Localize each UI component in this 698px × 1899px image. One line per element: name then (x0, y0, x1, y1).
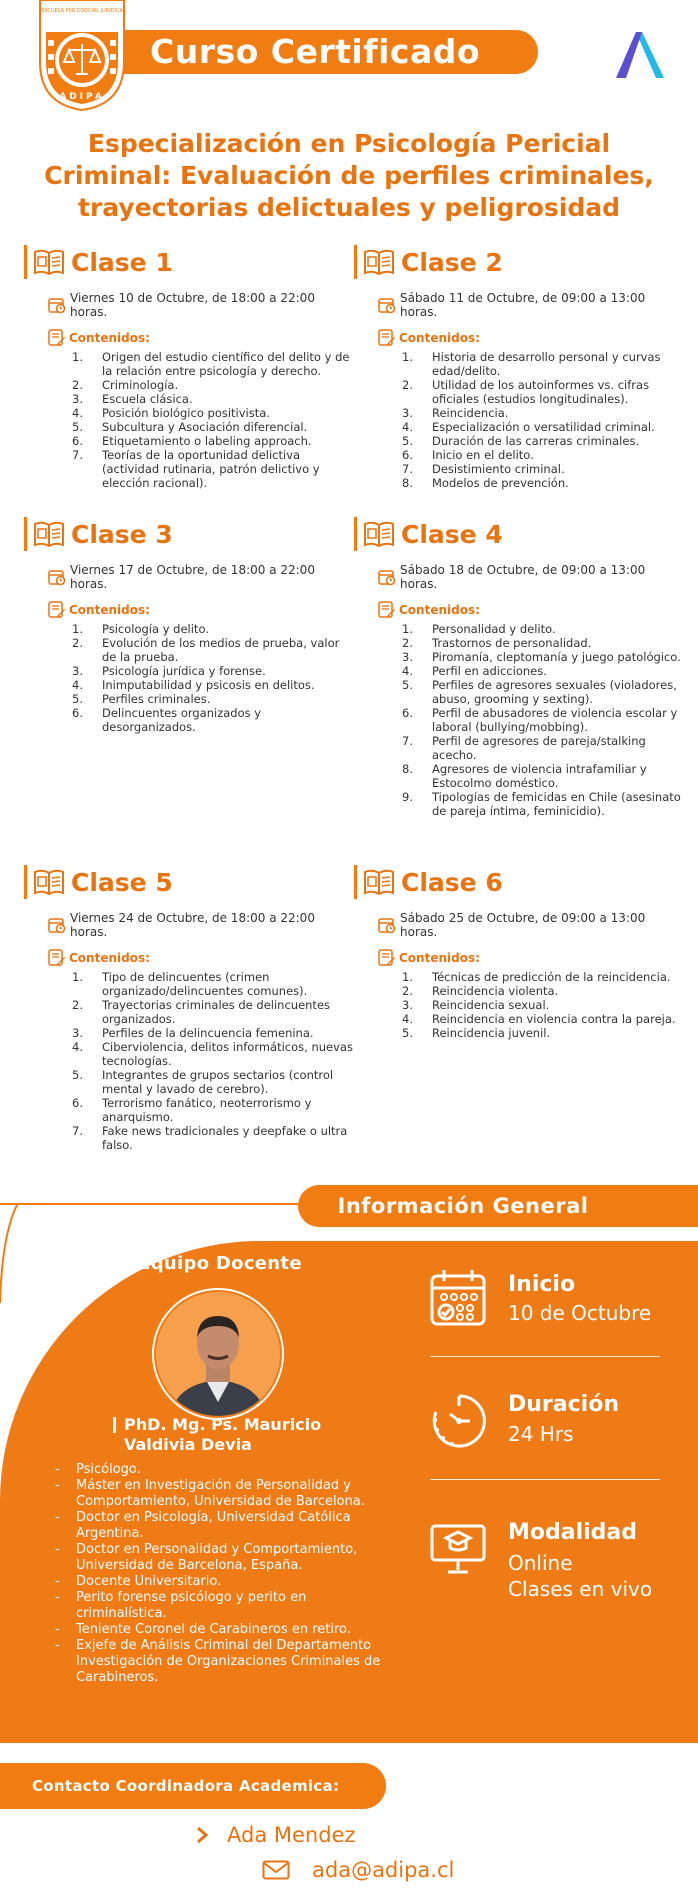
calendar-clock-icon (378, 568, 396, 586)
info-heading: Información General (337, 1194, 589, 1218)
clase-1-title: Clase 1 (71, 247, 173, 277)
list-item: 3. Piromanía, cleptomanía y juego patológico. (402, 650, 681, 664)
clase-2-contenidos (378, 329, 684, 347)
clase-6-header (354, 865, 684, 899)
list-item: 4. Ciberviolencia, delitos informáticos, nuevas tecnologías. (72, 1040, 353, 1068)
modalidad-value-2: Clases en vivo (508, 1577, 653, 1601)
list-item: 2. Utilidad de los autoinformes vs. cifras oficiales (estudios longitudinales). (402, 378, 650, 406)
contact-email-row[interactable] (262, 1858, 454, 1882)
avatar (156, 1292, 280, 1416)
list-item: 7. Fake news tradicionales y deepfake o ultra falso. (72, 1124, 348, 1152)
clase-5-date: Viernes 24 de Octubre, de 18:00 a 22:00 horas. (70, 911, 315, 939)
clase-4-header (354, 517, 684, 551)
clase-5-header (24, 865, 354, 899)
list-item: 5. Subcultura y Asociación diferencial. (72, 420, 308, 434)
list-item: - Perito forense psicólogo y perito en criminalística. (55, 1590, 400, 1622)
list-item: 6. Etiquetamiento o labeling approach. (72, 434, 312, 448)
book-icon (33, 248, 65, 276)
page-title: Especialización en Psicología Pericial Criminal: Evaluación de perfiles criminales, trayectorias delictuales y peligrosidad (44, 129, 654, 222)
inicio-label: Inicio (508, 1272, 576, 1297)
list-item: 2. Trastornos de personalidad. (402, 636, 592, 650)
list-item: 2. Criminología. (72, 378, 179, 392)
contact-name: Ada Mendez (227, 1823, 356, 1847)
mail-icon (262, 1860, 290, 1880)
list-item: 1. Técnicas de predicción de la reincidencia. (402, 970, 671, 984)
list-item: 8. Agresores de violencia intrafamiliar y Estocolmo doméstico. (402, 762, 647, 790)
clase-2-header (354, 245, 684, 279)
clase-1-date: Viernes 10 de Octubre, de 18:00 a 22:00 horas. (70, 291, 315, 319)
teacher-name (108, 1415, 348, 1455)
list-item: 4. Inimputabilidad y psicosis en delitos. (72, 678, 315, 692)
clase-3-topics (72, 622, 354, 734)
calendar-clock-icon (48, 296, 66, 314)
list-item: 1. Psicología y delito. (72, 622, 209, 636)
clase-5-topics (72, 970, 354, 1152)
logo-text-bottom: ADIPA (59, 92, 105, 102)
document-icon (48, 949, 66, 967)
brand-icon (612, 28, 668, 82)
list-item: 7. Desistimiento criminal. (402, 462, 565, 476)
list-item: 4. Posición biológico positivista. (72, 406, 270, 420)
list-item: 4. Especialización o versatilidad criminal. (402, 420, 655, 434)
list-item: - Docente Universitario. (55, 1574, 400, 1590)
clase-1-contenidos-label: Contenidos: (69, 331, 150, 345)
online-class-icon (428, 1516, 490, 1578)
list-item: 2. Reincidencia violenta. (402, 984, 559, 998)
list-item: 3. Perfiles de la delincuencia femenina. (72, 1026, 314, 1040)
clase-2-date-row (378, 291, 684, 319)
clase-2-date: Sábado 11 de Octubre, de 09:00 a 13:00 horas. (400, 291, 646, 319)
teacher-cv (55, 1462, 400, 1686)
clase-3-header (24, 517, 354, 551)
info-duracion (420, 1388, 670, 1458)
book-icon (363, 520, 395, 548)
clase-6-topics (402, 970, 684, 1040)
list-item: 4. Reincidencia en violencia contra la pareja. (402, 1012, 676, 1026)
clase-5 (24, 865, 354, 1152)
logo-text-top: ESCUELA PSICOSOCIAL JURÍDICA (41, 8, 123, 14)
list-item: 3. Psicología jurídica y forense. (72, 664, 266, 678)
clase-1-topics (72, 350, 354, 490)
clase-5-contenidos (48, 949, 354, 967)
book-icon (33, 520, 65, 548)
list-item: 3. Reincidencia. (402, 406, 509, 420)
adipa-logo (36, 0, 128, 112)
list-item: 4. Perfil en adicciones. (402, 664, 547, 678)
list-item: - Máster en Investigación de Personalidad y Comportamiento, Universidad de Barcelona. (55, 1478, 400, 1510)
list-item: 6. Terrorismo fanático, neoterrorismo y anarquismo. (72, 1096, 312, 1124)
list-item: 1. Historia de desarrollo personal y curvas edad/delito. (402, 350, 661, 378)
calendar-clock-icon (48, 916, 66, 934)
duracion-label: Duración (508, 1392, 619, 1417)
list-item: - Teniente Coronel de Carabineros en retiro. (55, 1622, 400, 1638)
list-item: - Doctor en Personalidad y Comportamiento, Universidad de Barcelona, España. (55, 1542, 400, 1574)
calendar-clock-icon (48, 568, 66, 586)
contact-email[interactable]: ada@adipa.cl (312, 1858, 455, 1882)
clase-2-contenidos-label: Contenidos: (399, 331, 480, 345)
list-item: 3. Reincidencia sexual. (402, 998, 550, 1012)
document-icon (378, 949, 396, 967)
calendar-clock-icon (378, 296, 396, 314)
clase-2 (354, 245, 684, 490)
list-item: 9. Tipologías de femicidas en Chile (asesinato de pareja íntima, feminicidio). (402, 790, 681, 818)
book-icon (363, 868, 395, 896)
list-item: 1. Tipo de delincuentes (crimen organizado/delincuentes comunes). (72, 970, 308, 998)
list-item: 5. Duración de las carreras criminales. (402, 434, 640, 448)
clase-1-contenidos (48, 329, 354, 347)
clase-5-contenidos-label: Contenidos: (69, 951, 150, 965)
clase-3-title: Clase 3 (71, 519, 173, 549)
inicio-value: 10 de Octubre (508, 1301, 652, 1325)
list-item: 1. Personalidad y delito. (402, 622, 556, 636)
modalidad-label: Modalidad (508, 1520, 638, 1545)
list-item: 7. Teorías de la oportunidad delictiva (actividad rutinaria, patrón delictivo y elección racional). (72, 448, 320, 490)
list-item: - Psicólogo. (55, 1462, 400, 1478)
list-item: 2. Evolución de los medios de prueba, valor de la prueba. (72, 636, 340, 664)
teacher-name-line-2: Valdivia Devia (124, 1435, 252, 1454)
clase-3-date: Viernes 17 de Octubre, de 18:00 a 22:00 horas. (70, 563, 315, 591)
list-item: 7. Perfil de agresores de pareja/stalking acecho. (402, 734, 646, 762)
contact-heading: Contacto Coordinadora Academica: (32, 1777, 340, 1795)
calendar-clock-icon (378, 916, 396, 934)
list-item: - Doctor en Psicología, Universidad Católica Argentina. (55, 1510, 400, 1542)
book-icon (363, 248, 395, 276)
modalidad-value-1: Online (508, 1551, 573, 1575)
document-icon (378, 601, 396, 619)
list-item: 1. Origen del estudio científico del delito y de la relación entre psicología y derecho. (72, 350, 350, 378)
clase-4-contenidos (378, 601, 684, 619)
info-modalidad (420, 1510, 670, 1605)
header (0, 0, 698, 110)
clase-6-contenidos (378, 949, 684, 967)
clase-4 (354, 517, 684, 818)
clase-5-title: Clase 5 (71, 867, 173, 897)
info-inicio (420, 1268, 670, 1338)
list-item: - Exjefe de Análisis Criminal del Departamento Investigación de Organizaciones Criminales de Carabineros. (55, 1638, 400, 1686)
clase-6-contenidos-label: Contenidos: (399, 951, 480, 965)
list-item: 6. Inicio en el delito. (402, 448, 534, 462)
document-icon (378, 329, 396, 347)
equipo-docente-title: Equipo Docente (138, 1253, 302, 1274)
calendar-check-icon (428, 1268, 490, 1330)
clase-5-date-row (48, 911, 354, 939)
list-item: 5. Reincidencia juvenil. (402, 1026, 551, 1040)
clase-3 (24, 517, 354, 734)
teacher-portrait-icon (156, 1292, 280, 1416)
list-item: 5. Integrantes de grupos sectarios (control mental y lavado de cerebro). (72, 1068, 334, 1096)
stopwatch-icon (428, 1390, 490, 1452)
list-item: 3. Escuela clásica. (72, 392, 193, 406)
list-item: 6. Delincuentes organizados y desorganizados. (72, 706, 262, 734)
duracion-value: 24 Hrs (508, 1422, 574, 1446)
document-icon (48, 601, 66, 619)
clase-3-date-row (48, 563, 354, 591)
clase-6-date-row (378, 911, 684, 939)
clase-1 (24, 245, 354, 490)
divider (430, 1356, 660, 1357)
clase-3-contenidos-label: Contenidos: (69, 603, 150, 617)
chevron-right-icon (195, 1826, 209, 1844)
clase-6 (354, 865, 684, 1040)
teacher-name-line-1: PhD. Mg. Ps. Mauricio (124, 1415, 322, 1434)
clase-1-date-row (48, 291, 354, 319)
divider (430, 1479, 660, 1480)
clase-2-topics (402, 350, 684, 490)
clase-4-date: Sábado 18 de Octubre, de 09:00 a 13:00 horas. (400, 563, 646, 591)
clase-4-topics (402, 622, 684, 818)
course-badge-label: Curso Certificado (150, 32, 481, 71)
clase-4-title: Clase 4 (401, 519, 503, 549)
book-icon (33, 868, 65, 896)
list-item: 6. Perfil de abusadores de violencia escolar y laboral (bullying/mobbing). (402, 706, 678, 734)
clase-6-title: Clase 6 (401, 867, 503, 897)
list-item: 5. Perfiles criminales. (72, 692, 211, 706)
list-item: 2. Trayectorias criminales de delincuentes organizados. (72, 998, 331, 1026)
clase-6-date: Sábado 25 de Octubre, de 09:00 a 13:00 horas. (400, 911, 646, 939)
contact-person (195, 1823, 356, 1847)
decorative-arc (0, 1203, 18, 1303)
divider (0, 1203, 300, 1205)
clase-2-title: Clase 2 (401, 247, 503, 277)
document-icon (48, 329, 66, 347)
clase-4-date-row (378, 563, 684, 591)
list-item: 5. Perfiles de agresores sexuales (violadores, abuso, grooming y sexting). (402, 678, 677, 706)
clase-1-header (24, 245, 354, 279)
clase-3-contenidos (48, 601, 354, 619)
clase-4-contenidos-label: Contenidos: (399, 603, 480, 617)
list-item: 8. Modelos de prevención. (402, 476, 569, 490)
